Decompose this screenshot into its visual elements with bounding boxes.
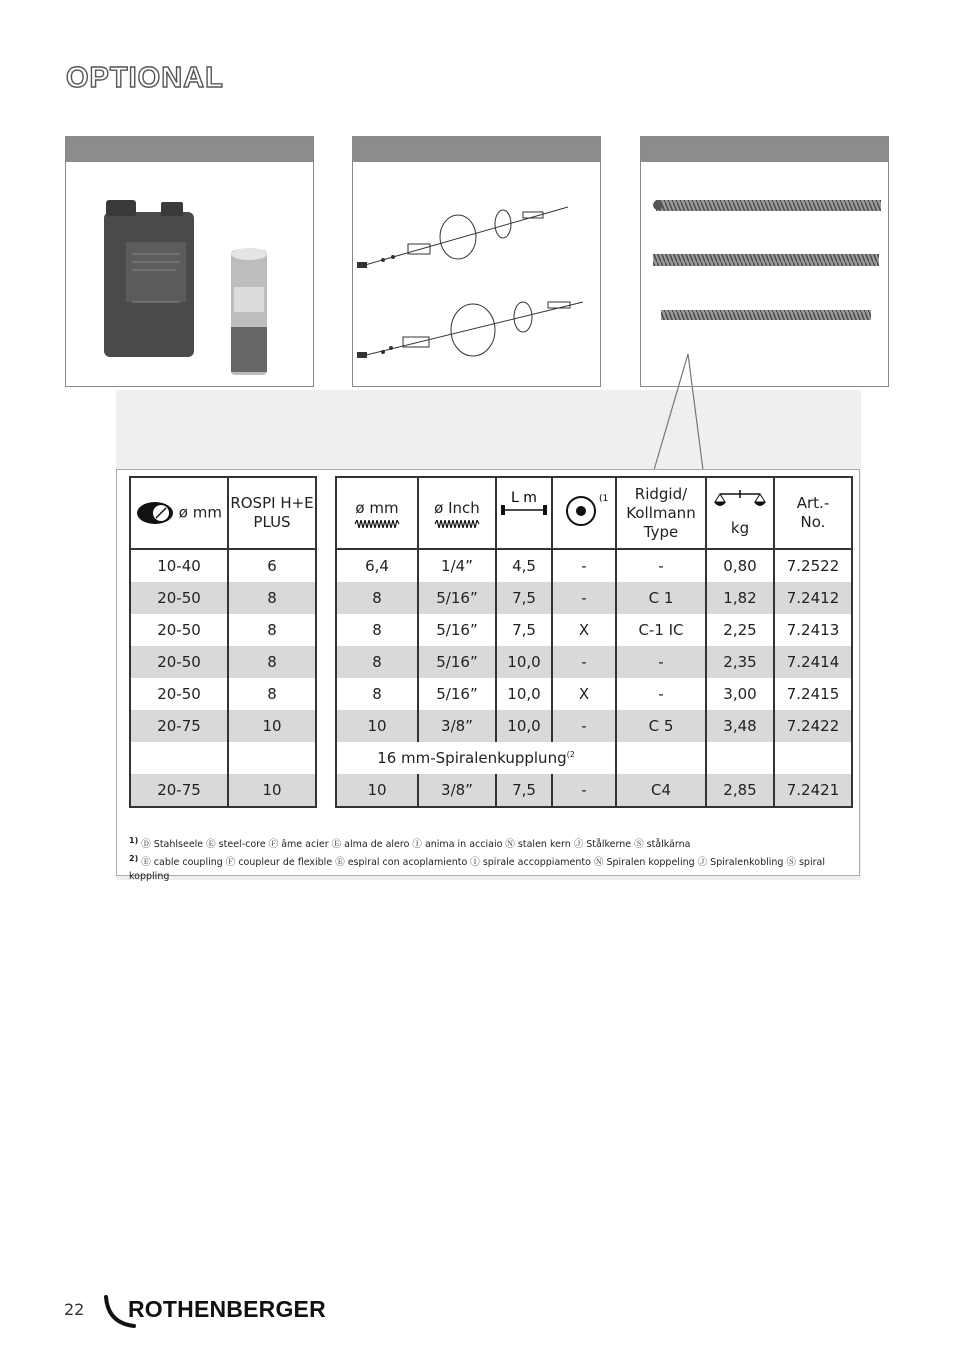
table-cell: 7.2414 <box>774 646 852 678</box>
table-cell: - <box>616 678 706 710</box>
footnote-1: $^{1)}$ Ⓓ Stahlseele Ⓔ steel-core Ⓕ âme acier Ⓔ alma de alero Ⓘ anima in acciaio Ⓝ stalen kern Ⓙ Stålkerne Ⓢ stålkärna <box>129 836 691 851</box>
footnote-2: $^{2)}$ Ⓔ cable coupling Ⓕ coupleur de flexible Ⓔ espiral con acoplamiento Ⓘ spirale accoppiamento Ⓝ Spiralen koppeling Ⓙ Spiralenkobling Ⓢ spiral koppling <box>129 854 825 883</box>
table-cell: 8 <box>228 614 316 646</box>
table-cell: 5/16” <box>418 614 496 646</box>
header-inch: ø Inch <box>418 477 496 549</box>
table-cell <box>774 742 852 774</box>
table-cell: 0,80 <box>706 549 774 582</box>
table-cell: 5/16” <box>418 646 496 678</box>
table-cell: 7.2412 <box>774 582 852 614</box>
table-cell: 6 <box>228 549 316 582</box>
table-cell: 7.2415 <box>774 678 852 710</box>
table-cell: 8 <box>336 614 418 646</box>
header-steel-core <box>552 477 616 549</box>
table-cell: 3/8” <box>418 710 496 742</box>
header-ridgid-type: Ridgid/ Kollmann Type <box>616 477 706 549</box>
footnote-marker: (1 <box>599 493 609 504</box>
table-cell: C 1 <box>616 582 706 614</box>
table-cell: 1,82 <box>706 582 774 614</box>
rospi-compatibility-table <box>129 476 317 808</box>
table-cell: 7.2522 <box>774 549 852 582</box>
table-cell: 20-75 <box>130 710 228 742</box>
table-cell: 7.2421 <box>774 774 852 807</box>
length-label: L m <box>511 489 537 506</box>
table-cell: - <box>552 582 616 614</box>
table-cell <box>228 742 316 774</box>
table-cell: 7.2413 <box>774 614 852 646</box>
header-pipe-diameter: ø mm <box>130 477 228 549</box>
header-rospi: ROSPI H+E PLUS <box>228 477 316 549</box>
spiral-icon <box>433 520 481 528</box>
table-cell: 20-50 <box>130 582 228 614</box>
page-title: OPTIONAL <box>66 62 224 94</box>
table-cell: 10-40 <box>130 549 228 582</box>
table-cell: 4,5 <box>496 549 552 582</box>
table-cell: 8 <box>336 678 418 710</box>
table-cell <box>706 742 774 774</box>
spiral-data-table <box>335 476 853 808</box>
table-cell: 2,35 <box>706 646 774 678</box>
table-cell: 10,0 <box>496 710 552 742</box>
table-cell: 8 <box>228 582 316 614</box>
table-cell: 6,4 <box>336 549 418 582</box>
table-cell: 3,00 <box>706 678 774 710</box>
header-article-no: Art.- No. <box>774 477 852 549</box>
table-cell: - <box>552 646 616 678</box>
header-weight: kg <box>706 477 774 549</box>
header-spiral-diameter: ø mm <box>336 477 418 549</box>
table-cell: 5/16” <box>418 678 496 710</box>
brand-logo-text: ROTHENBERGER <box>128 1296 326 1322</box>
table-cell: 7,5 <box>496 582 552 614</box>
table-cell: 5/16” <box>418 582 496 614</box>
spiral-icon <box>353 520 401 528</box>
table-cell: C-1 IC <box>616 614 706 646</box>
table-cell <box>130 742 228 774</box>
table-cell: - <box>552 774 616 807</box>
table-cell: 7,5 <box>496 614 552 646</box>
scale-icon <box>712 488 768 514</box>
table-cell: 2,85 <box>706 774 774 807</box>
table-cell: 2,25 <box>706 614 774 646</box>
table-cell: 20-50 <box>130 614 228 646</box>
table-cell: 10 <box>228 710 316 742</box>
table-cell: 8 <box>336 646 418 678</box>
table-cell: 3,48 <box>706 710 774 742</box>
spiral-spec-table <box>116 469 860 883</box>
header-length <box>496 477 552 549</box>
table-cell: - <box>552 549 616 582</box>
length-icon <box>499 488 549 534</box>
table-cell: 10,0 <box>496 678 552 710</box>
table-cell: 8 <box>228 646 316 678</box>
coupling-row-label: 16 mm-Spiralenkupplung$^{(2}$ <box>336 742 616 774</box>
table-cell: 7.2422 <box>774 710 852 742</box>
table-cell: 10 <box>336 774 418 807</box>
table-cell: 20-50 <box>130 678 228 710</box>
table-cell: 10 <box>228 774 316 807</box>
table-cell: 10,0 <box>496 646 552 678</box>
table-cell: C 5 <box>616 710 706 742</box>
table-cell: 8 <box>336 582 418 614</box>
table-cell: 20-50 <box>130 646 228 678</box>
steel-core-icon <box>559 491 609 531</box>
table-cell: - <box>552 710 616 742</box>
table-cell: - <box>616 549 706 582</box>
pipe-diameter-icon <box>136 501 174 525</box>
table-cell: X <box>552 614 616 646</box>
table-cell: 7,5 <box>496 774 552 807</box>
table-cell: 1/4” <box>418 549 496 582</box>
table-cell: 8 <box>228 678 316 710</box>
table-cell: C4 <box>616 774 706 807</box>
callout-pointer <box>0 0 954 480</box>
table-cell: 3/8” <box>418 774 496 807</box>
table-footnotes <box>129 834 859 884</box>
table-cell: 10 <box>336 710 418 742</box>
table-cell <box>616 742 706 774</box>
table-cell: 20-75 <box>130 774 228 807</box>
page-number: 22 <box>64 1300 85 1319</box>
table-cell: X <box>552 678 616 710</box>
table-cell: - <box>616 646 706 678</box>
